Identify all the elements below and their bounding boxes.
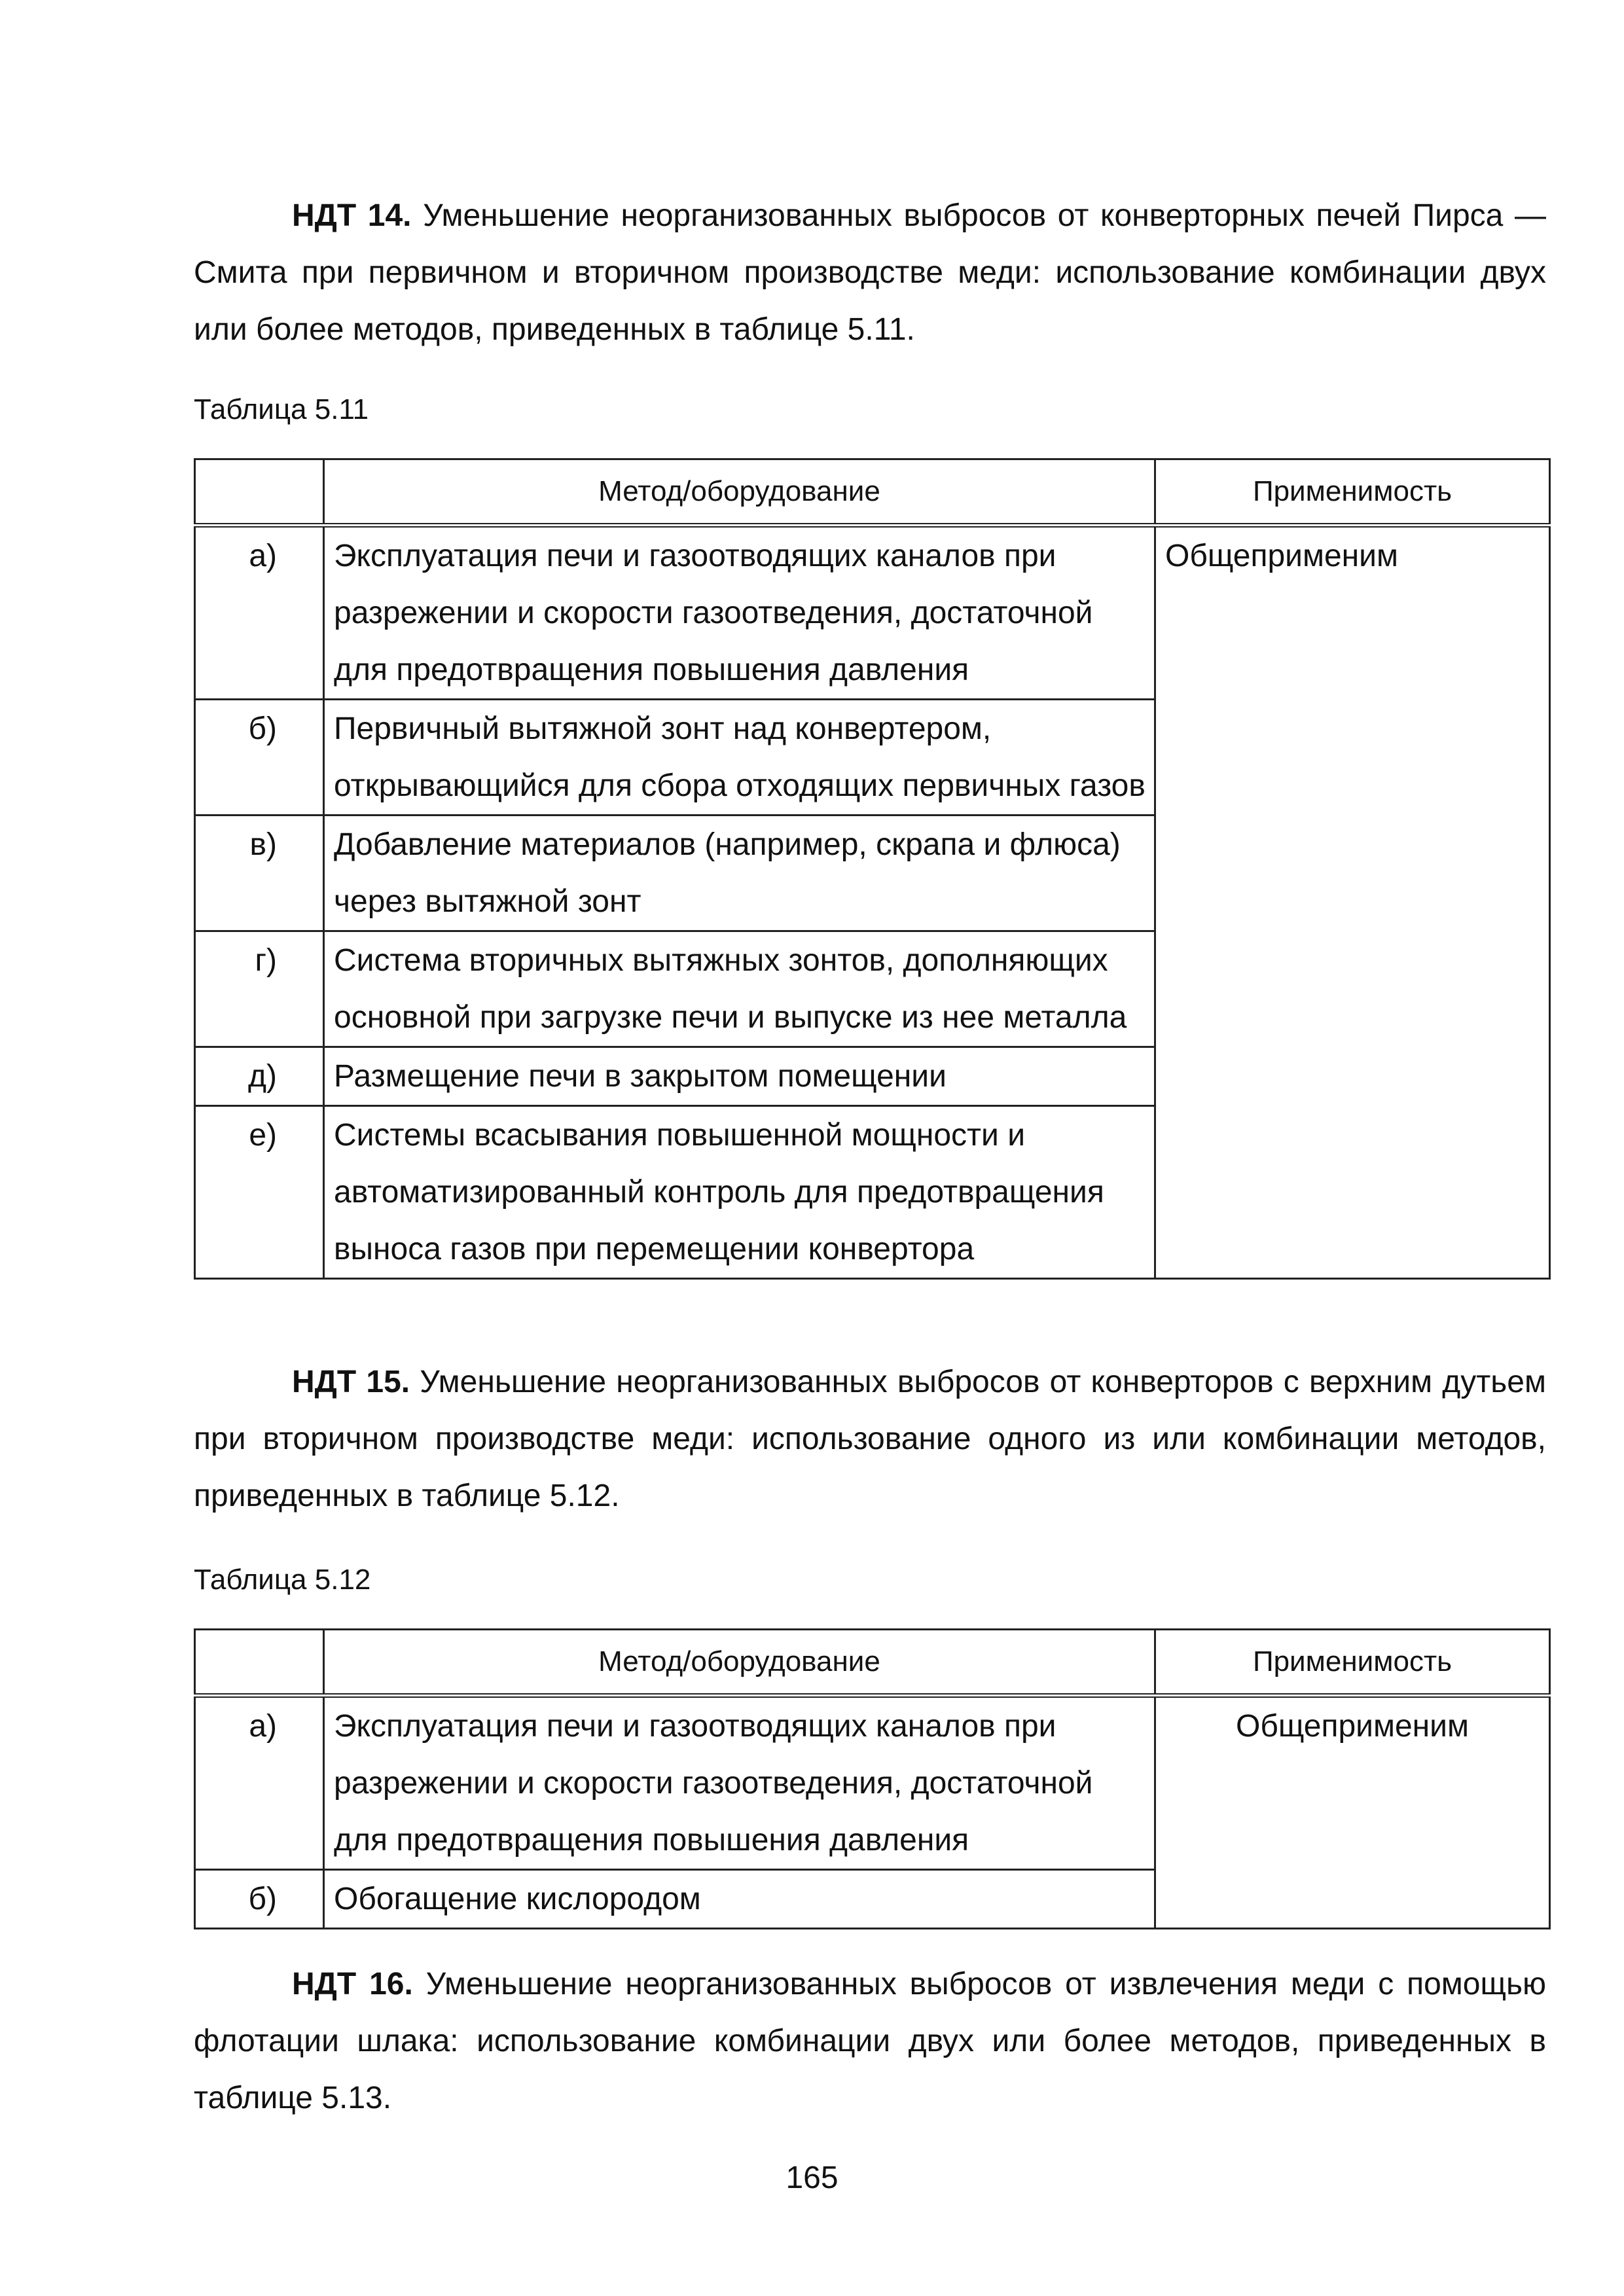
row-label: а) (195, 1696, 324, 1870)
row-method: Размещение печи в закрытом помещении (324, 1047, 1155, 1106)
paragraph-ndt-15 (194, 1354, 1546, 1524)
row-label: а) (195, 526, 324, 700)
table-caption: Таблица 5.12 (194, 1564, 371, 1596)
row-label: в) (195, 816, 324, 931)
row-label: б) (195, 1870, 324, 1929)
header-cell-method: Метод/оборудование (324, 1630, 1155, 1696)
header-cell-method: Метод/оборудование (324, 459, 1155, 526)
row-method: Эксплуатация печи и газоотводящих каналов при разрежении и скорости газоотведения, достаточной для предотвращения повышения давления (324, 526, 1155, 700)
table-5-11 (194, 458, 1551, 1280)
row-applicability: Общеприменим (1155, 1696, 1550, 1929)
header-cell-empty (195, 459, 324, 526)
row-method: Эксплуатация печи и газоотводящих каналов при разрежении и скорости газоотведения, достаточной для предотвращения повышения давления (324, 1696, 1155, 1870)
paragraph-text: Уменьшение неорганизованных выбросов от конверторных печей Пирса — Смита при первичном и вторичном производстве меди: использование комбинации двух или более методов, приведенных в таблице 5.11. (194, 198, 1546, 347)
row-method: Система вторичных вытяжных зонтов, дополняющих основной при загрузке печи и выпуске из нее металла (324, 931, 1155, 1047)
row-label: д) (195, 1047, 324, 1106)
paragraph-heading: НДТ 15. (292, 1365, 410, 1399)
paragraph-ndt-16 (194, 1956, 1546, 2126)
row-label: б) (195, 700, 324, 816)
paragraph-heading: НДТ 14. (292, 198, 412, 233)
table-caption: Таблица 5.11 (194, 393, 369, 425)
row-method: Добавление материалов (например, скрапа и флюса) через вытяжной зонт (324, 816, 1155, 931)
table-row (195, 1696, 1550, 1870)
row-method: Системы всасывания повышенной мощности и автоматизированный контроль для предотвращения выноса газов при перемещении конвертора (324, 1106, 1155, 1279)
table-5-12 (194, 1628, 1551, 1929)
paragraph-heading: НДТ 16. (292, 1967, 413, 2001)
paragraph-text: Уменьшение неорганизованных выбросов от извлечения меди с помощью флотации шлака: использование комбинации двух или более методов, приведенных в таблице 5.13. (194, 1967, 1546, 2115)
table-row (195, 526, 1550, 700)
paragraph-text: Уменьшение неорганизованных выбросов от конверторов с верхним дутьем при вторичном производстве меди: использование одного из или комбинации методов, приведенных в таблице 5.12. (194, 1365, 1546, 1513)
page-number: 165 (785, 2161, 839, 2195)
row-label: г) (195, 931, 324, 1047)
header-cell-empty (195, 1630, 324, 1696)
paragraph-ndt-14 (194, 187, 1546, 358)
row-applicability: Общеприменим (1155, 526, 1550, 1279)
row-method: Обогащение кислородом (324, 1870, 1155, 1929)
table-header-row (195, 1630, 1550, 1696)
row-method: Первичный вытяжной зонт над конвертером, открывающийся для сбора отходящих первичных газов (324, 700, 1155, 816)
table-header-row (195, 459, 1550, 526)
row-label: е) (195, 1106, 324, 1279)
header-cell-applicability: Применимость (1155, 1630, 1550, 1696)
header-cell-applicability: Применимость (1155, 459, 1550, 526)
